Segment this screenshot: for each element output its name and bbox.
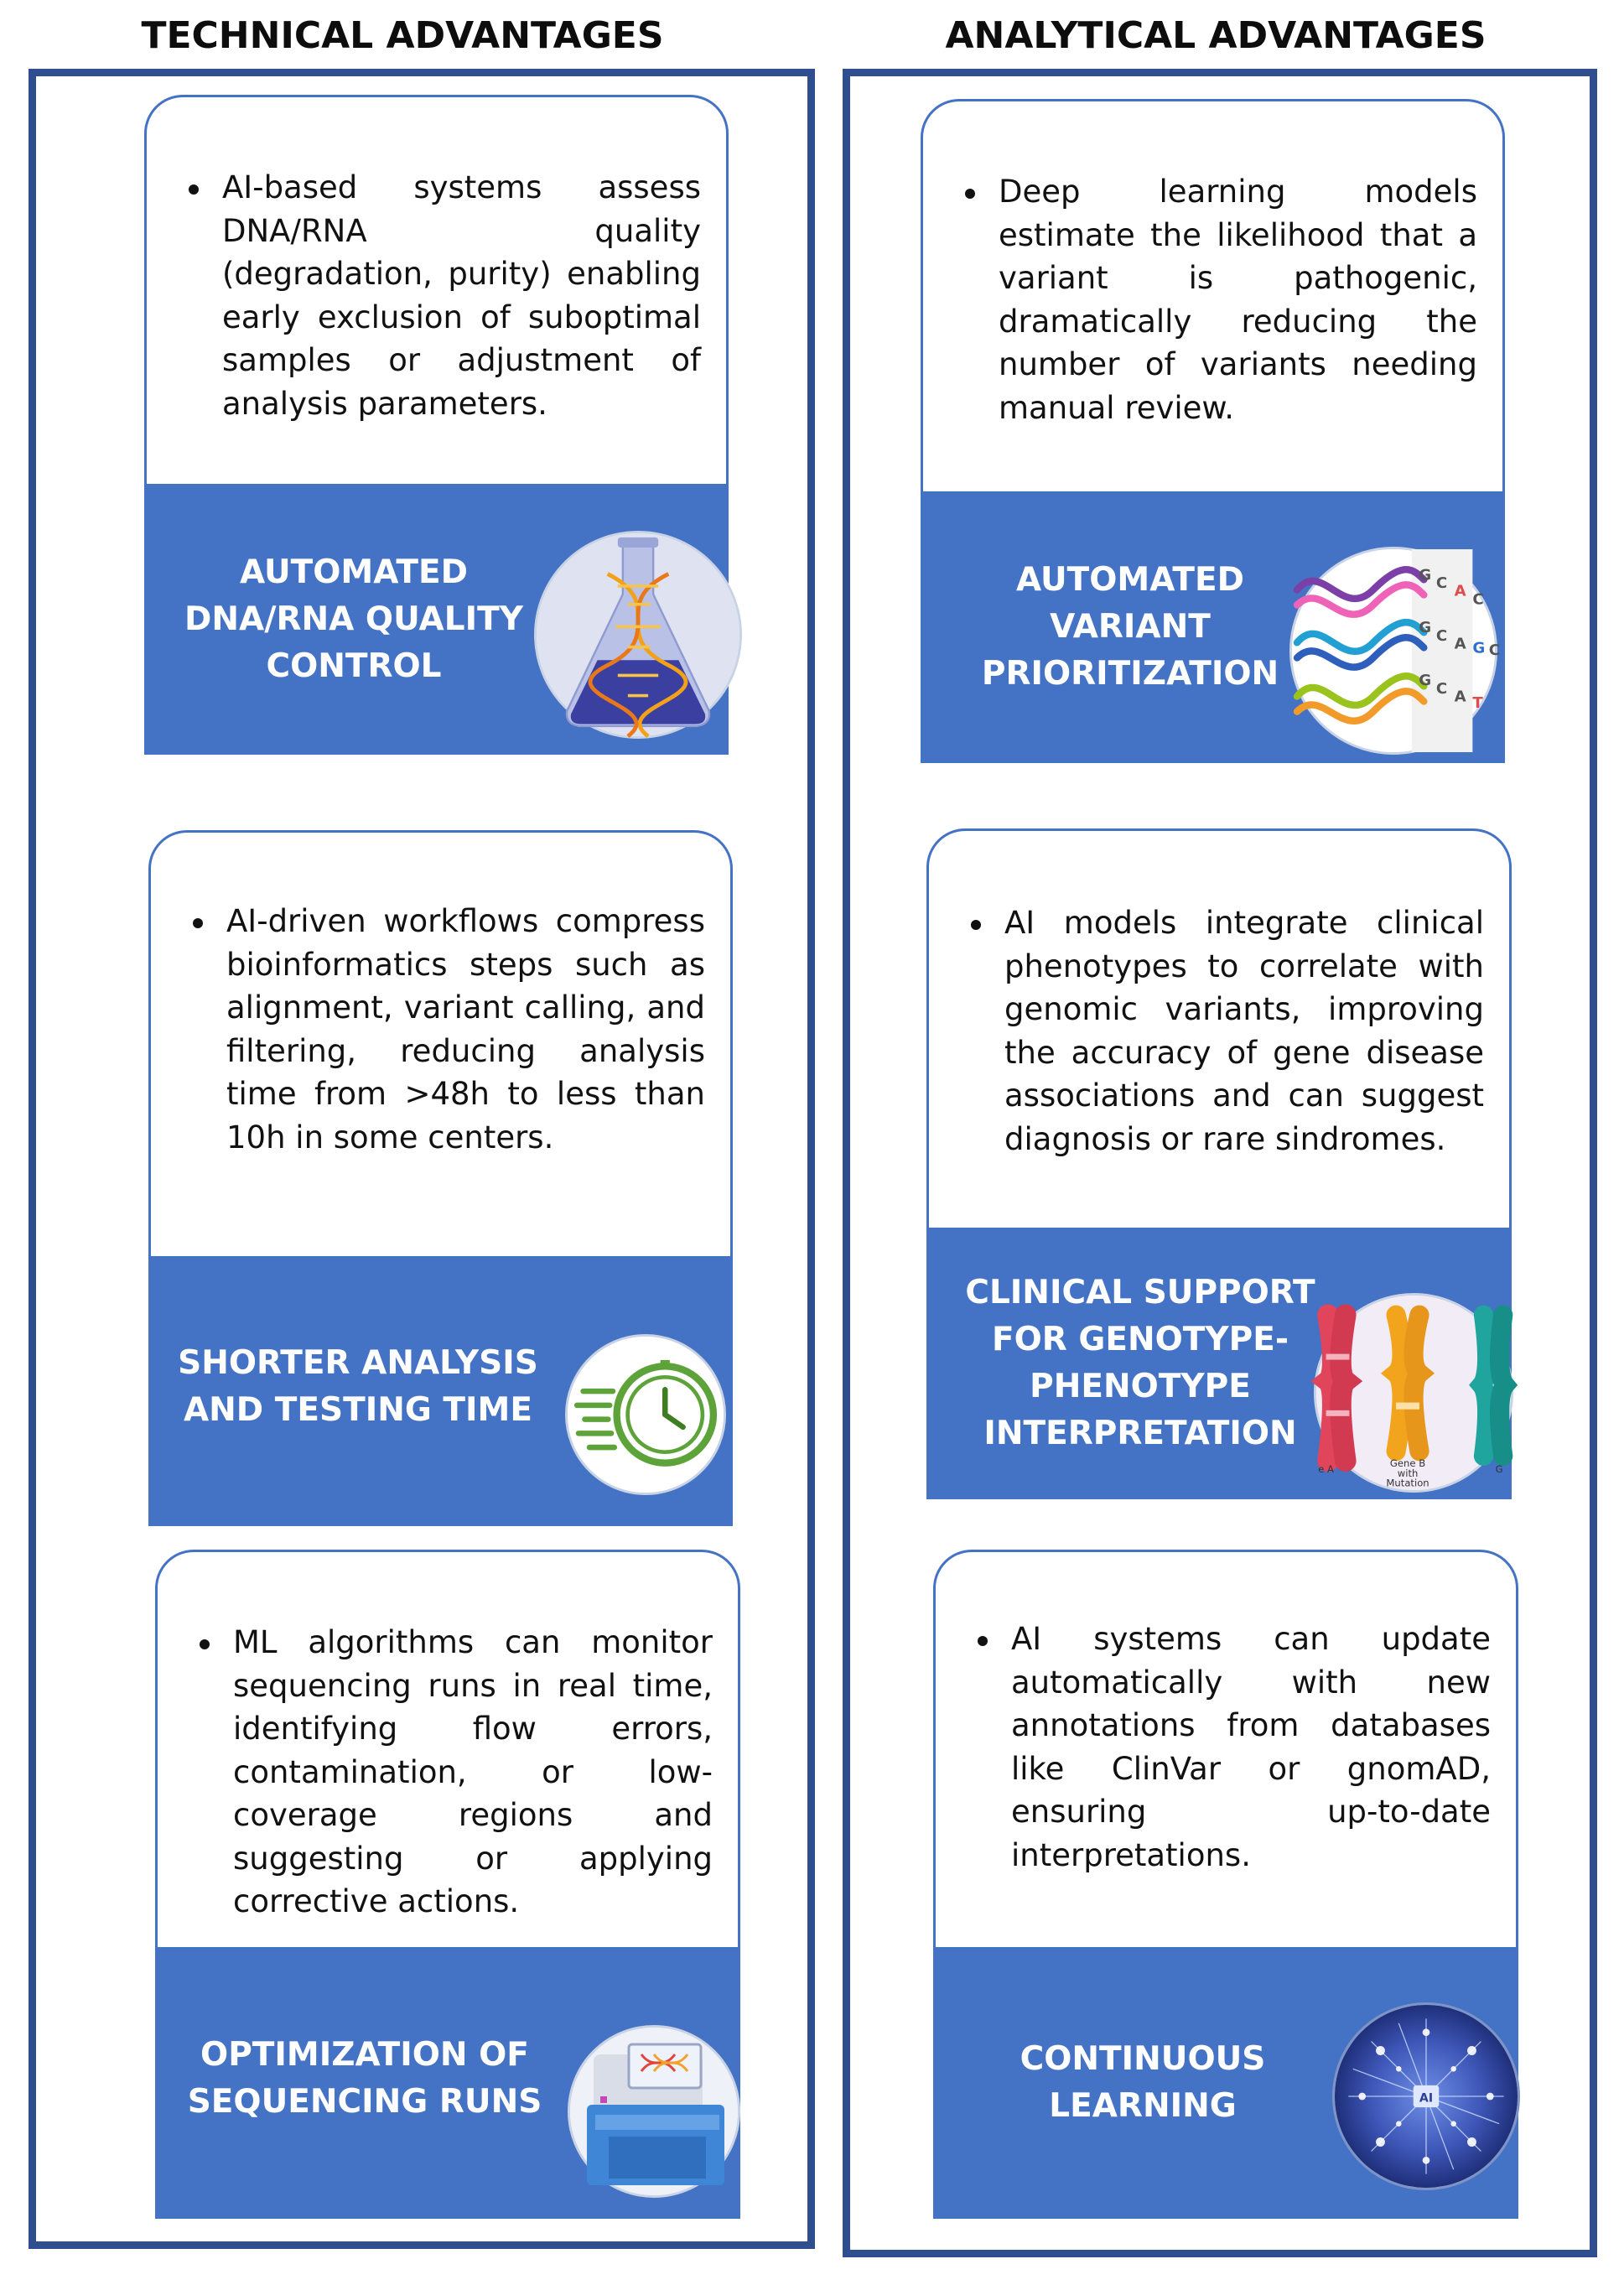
card-description: ML algorithms can monitor sequencing runs in real time, identifying flow errors, contamination, or low-coverage regions and suggesting or applying corrective actions.	[200, 1621, 713, 1924]
card-label-box	[148, 1256, 733, 1526]
technical-title: TECHNICAL ADVANTAGES	[141, 14, 664, 57]
card-label-box	[921, 491, 1505, 763]
card-label: AUTOMATED DNA/RNA QUALITY CONTROL	[184, 553, 523, 685]
card-text-box	[933, 1550, 1518, 1949]
chromosome-caption: Mutation	[1386, 1477, 1429, 1489]
bullet-icon	[193, 918, 203, 928]
dna-letter: A	[1454, 635, 1466, 653]
card-text-box	[144, 95, 729, 486]
card-description: Deep learning models estimate the likelihood that a variant is pathogenic, dramatically reducing the number of variants needing manual review.	[965, 170, 1477, 429]
bullet-icon	[978, 1636, 988, 1646]
card-description: AI systems can update automatically with new annotations from databases like ClinVar or gnomAD, ensuring up-to-date interpretations.	[978, 1618, 1491, 1877]
ai-chip-text: AI	[1419, 2091, 1434, 2106]
dna-letter: G	[1419, 672, 1432, 690]
dna-letter: G	[1419, 619, 1432, 637]
card-label: CLINICAL SUPPORT FOR GENOTYPE- PHENOTYPE INTERPRETATION	[965, 1274, 1315, 1452]
card-text-box	[926, 828, 1512, 1229]
dna-letter: G	[1472, 639, 1486, 657]
chromosome-caption: e A	[1318, 1463, 1334, 1476]
card-optimization-sequencing-runs	[155, 1550, 740, 2219]
dna-letter: C	[1488, 641, 1501, 659]
chromosome-caption: with	[1397, 1467, 1419, 1479]
card-text-box	[148, 830, 733, 1258]
card-label: SHORTER ANALYSIS AND TESTING TIME	[178, 1344, 538, 1429]
chromosome-caption: Gene B	[1389, 1457, 1426, 1470]
dna-letter: C	[1435, 626, 1448, 645]
card-automated-variant-prioritization	[921, 99, 1505, 763]
dna-letter: T	[1472, 693, 1483, 712]
card-label: CONTINUOUS LEARNING	[1020, 2040, 1266, 2125]
bullet-icon	[189, 184, 199, 195]
dna-letter: C	[1472, 590, 1484, 609]
dna-letter: C	[1435, 574, 1448, 592]
dna-strands-icon	[1289, 547, 1501, 755]
chromosomes-icon	[1314, 1293, 1513, 1493]
dna-letter: C	[1435, 679, 1448, 698]
card-description: AI-based systems assess DNA/RNA quality (degradation, purity) enabling early exclusion of suboptimal samples or adjustment of analysis parameters.	[189, 166, 701, 425]
card-label-box	[144, 484, 729, 755]
card-continuous-learning	[933, 1550, 1518, 2219]
dna-letter: A	[1454, 688, 1466, 706]
card-shorter-analysis-time	[148, 830, 733, 1526]
bullet-icon	[965, 189, 975, 199]
card-text-box	[921, 99, 1505, 493]
card-label-box	[926, 1228, 1512, 1499]
dna-letter: A	[1454, 582, 1466, 600]
card-text-box	[155, 1550, 740, 1949]
card-label-box	[155, 1947, 740, 2219]
fast-clock-icon	[565, 1334, 726, 1495]
card-label: AUTOMATED VARIANT PRIORITIZATION	[981, 561, 1279, 693]
card-clinical-support-genotype-phenotype	[926, 828, 1512, 1499]
ai-network-icon	[1332, 2002, 1520, 2190]
card-description: AI-driven workflows compress bioinformatics steps such as alignment, variant calling, and filtering, reducing analysis time from >48h to less than 10h in some centers.	[193, 900, 705, 1159]
card-description: AI models integrate clinical phenotypes to correlate with genomic variants, improving the accuracy of gene disease associations and can suggest diagnosis or rare sindromes.	[971, 901, 1484, 1161]
sequencer-icon	[568, 2025, 740, 2198]
bullet-icon	[971, 920, 981, 930]
analytical-title: ANALYTICAL ADVANTAGES	[945, 14, 1487, 57]
card-label: OPTIMIZATION OF SEQUENCING RUNS	[187, 2036, 542, 2121]
bullet-icon	[200, 1639, 210, 1649]
card-label-box	[933, 1947, 1518, 2219]
dna-flask-icon	[534, 531, 742, 739]
chromosome-caption: G	[1495, 1463, 1503, 1476]
dna-letter: G	[1419, 566, 1432, 584]
card-automated-quality-control	[144, 95, 729, 755]
